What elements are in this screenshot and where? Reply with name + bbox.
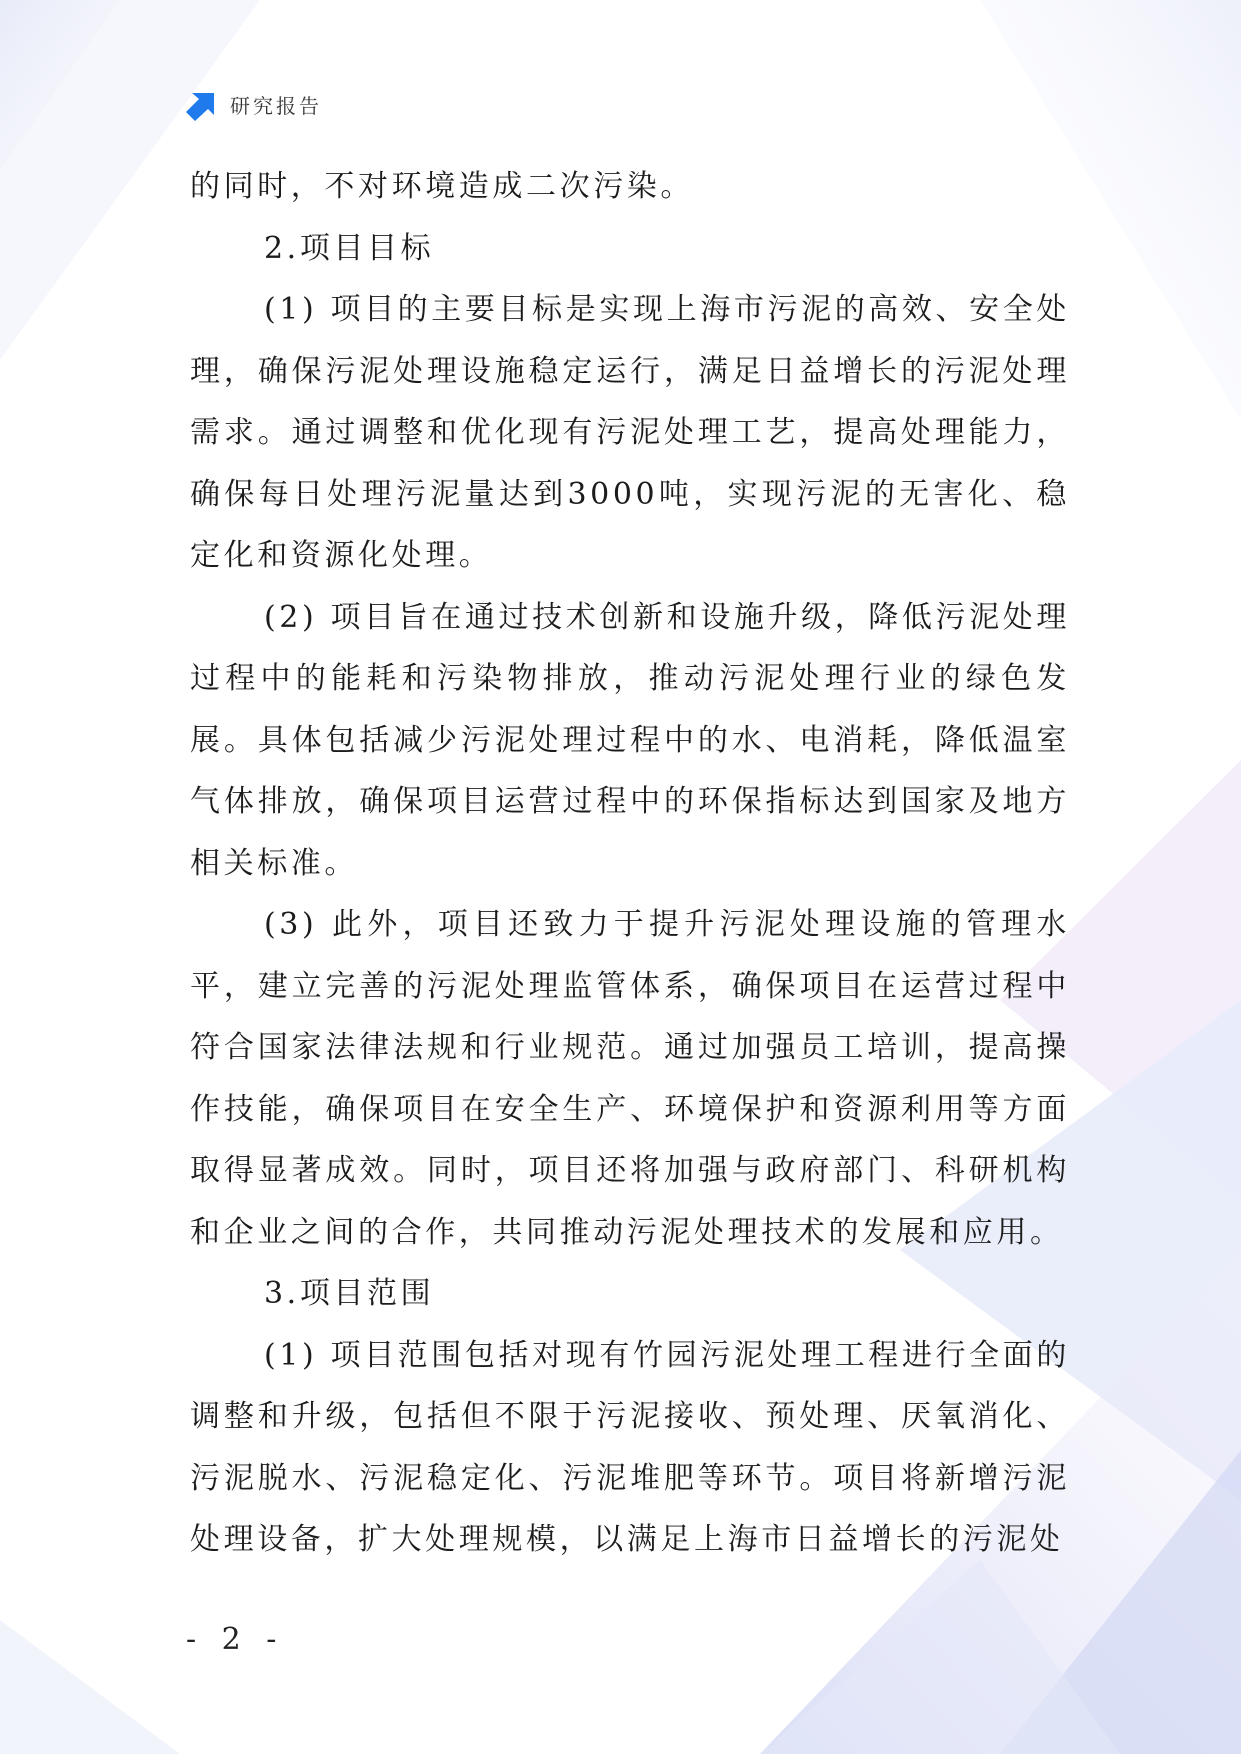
section-heading: 2.项目目标: [264, 230, 435, 266]
document-body: [190, 156, 1070, 1571]
header-title: 研究报告: [230, 93, 322, 118]
page-header: [186, 86, 322, 122]
paragraph: (1) 项目范围包括对现有竹园污泥处理工程进行全面的调整和升级，包括但不限于污泥接收、预处理、厌氧消化、污泥脱水、污泥稳定化、污泥堆肥等环节。项目将新增污泥处理设备，扩大处理规模，以满足上海市日益增长的污泥处: [190, 1337, 1070, 1557]
arrow-up-right-icon: [186, 87, 220, 121]
paragraph: (3) 此外，项目还致力于提升污泥处理设施的管理水平，建立完善的污泥处理监管体系，确保项目在运营过程中符合国家法律法规和行业规范。通过加强员工培训，提高操作技能，确保项目在安全生产、环境保护和资源利用等方面取得显著成效。同时，项目还将加强与政府部门、科研机构和企业之间的合作，共同推动污泥处理技术的发展和应用。: [190, 907, 1070, 1250]
paragraph: (1) 项目的主要目标是实现上海市污泥的高效、安全处理，确保污泥处理设施稳定运行，满足日益增长的污泥处理需求。通过调整和优化现有污泥处理工艺，提高处理能力，确保每日处理污泥量达到3000吨，实现污泥的无害化、稳定化和资源化处理。: [190, 292, 1070, 573]
section-heading: 3.项目范围: [264, 1276, 435, 1311]
page-number: - 2 -: [186, 1622, 285, 1657]
paragraph: 的同时，不对环境造成二次污染。: [190, 169, 694, 204]
paragraph: (2) 项目旨在通过技术创新和设施升级，降低污泥处理过程中的能耗和污染物排放，推动污泥处理行业的绿色发展。具体包括减少污泥处理过程中的水、电消耗，降低温室气体排放，确保项目运营过程中的环保指标达到国家及地方相关标准。: [190, 599, 1070, 881]
